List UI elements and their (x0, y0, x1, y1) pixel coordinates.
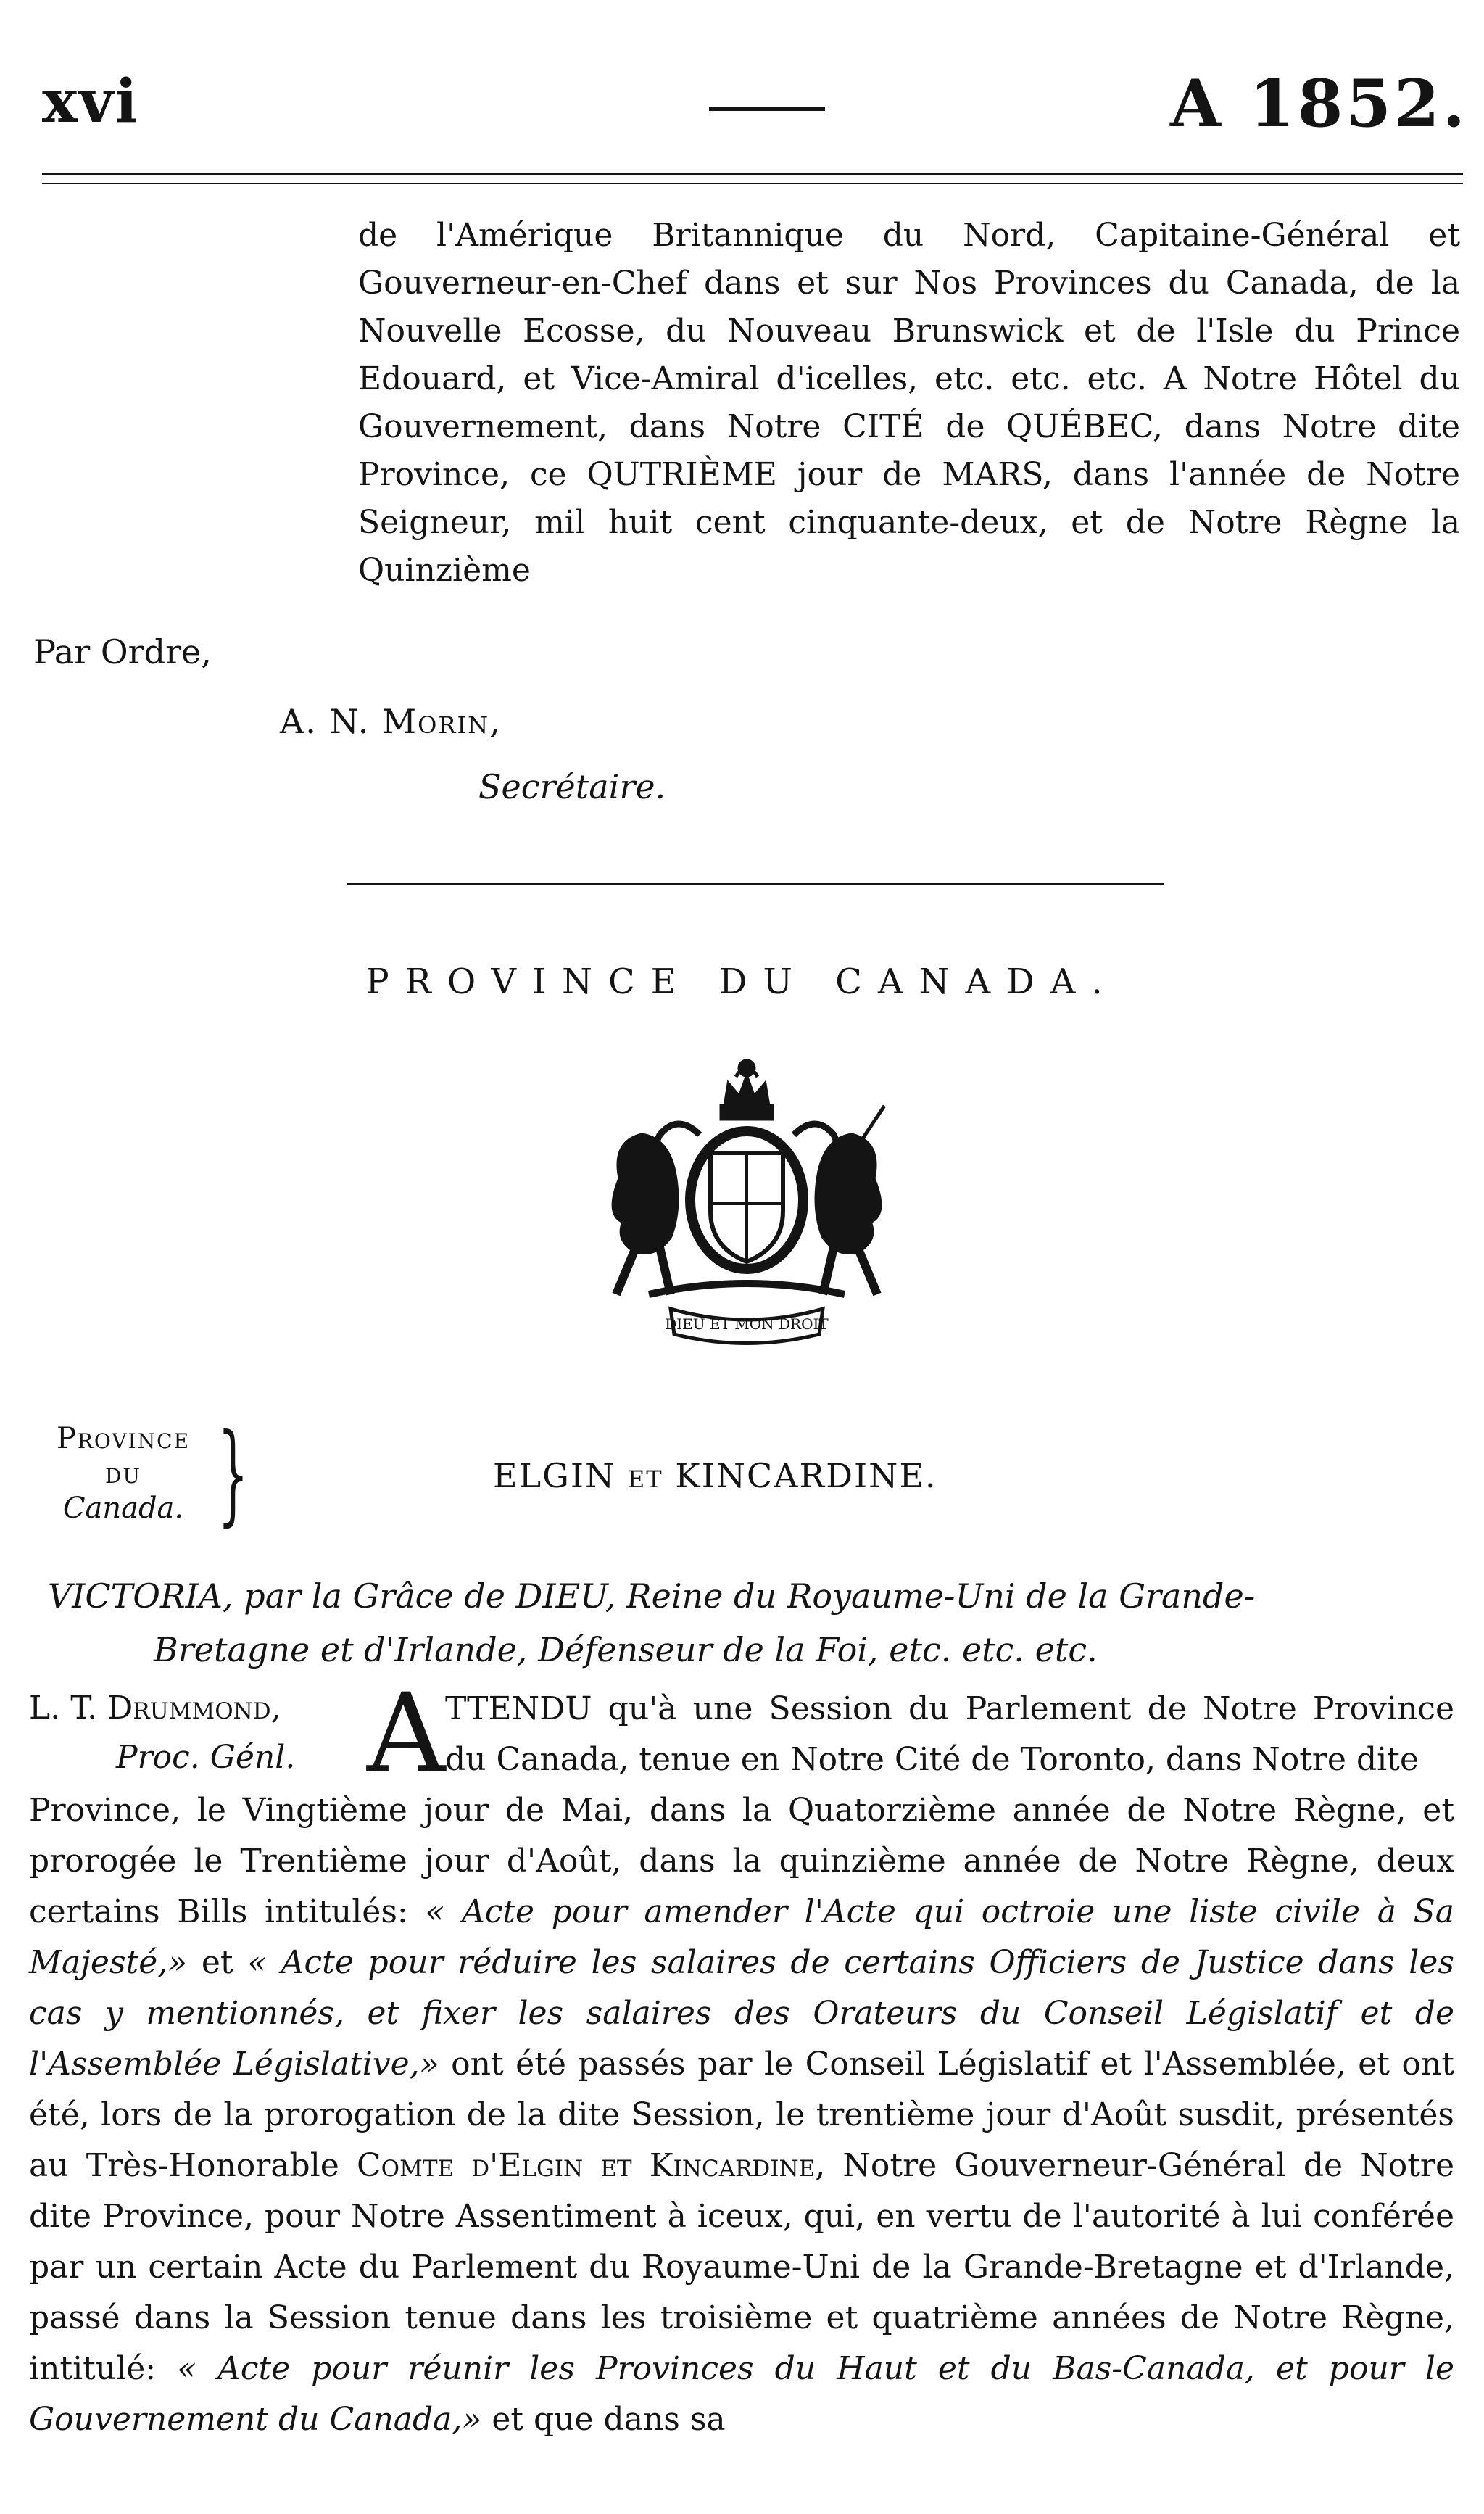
body-first-lines: TTENDU qu'à une Session du Parlement de Notre Province du Canada, tenue en Notre Cité de Toronto, dans Notre dite (445, 1690, 1454, 1778)
coat-motto: DIEU ET MON DROIT (665, 1315, 829, 1333)
header-rule-thick (42, 173, 1463, 175)
elgin-heading (493, 1456, 937, 1495)
marginal-office: Proc. Génl. (116, 1739, 296, 1776)
signer-surname: Morin, (382, 702, 502, 741)
par-ordre: Par Ordre, (33, 632, 212, 671)
marginal-name: L. T. Drummond, (29, 1690, 281, 1727)
drop-cap: A (367, 1671, 446, 1797)
margin-canada: Canada. (62, 1492, 184, 1525)
body-p1: Province, le Vingtième jour de Mai, dans la Quatorzième année de Notre Règne, et prorogée le Trentième jour d'Août, dans la quinzième année de Notre Règne, deux certains Bills intitulés: (29, 1792, 1454, 1930)
royal-coat-of-arms-icon (591, 1055, 903, 1360)
margin-heading (29, 1421, 217, 1526)
bill-title-1: « Acte pour amender l'Acte qui octroie une liste civile à Sa Majesté,» (29, 1893, 1454, 1981)
signer-title: Secrétaire. (478, 767, 666, 806)
elgin-et: ET (627, 1465, 663, 1493)
bill-title-2: « Acte pour réduire les salaires de certains Officiers de Justice dans les cas y mentionnés, et fixer les salaires des Orateurs du Conseil Législatif et de l'Assemblée Législative,» (29, 1944, 1454, 2083)
marginal-note (29, 1684, 295, 1782)
margin-du: du (104, 1457, 142, 1490)
body-p3: ont été passés par le Conseil Législatif et l'Assemblée, et ont été, lors de la prorogation de la dite Session, le trentième jour d'Août susdit, présentés au Très-Honorable (29, 2046, 1455, 2184)
section-divider (347, 883, 1164, 885)
victoria-line2: Bretagne et d'Irlande, Défenseur de la Foi, etc. etc. etc. (154, 1630, 1098, 1669)
elgin-part1: ELGIN (493, 1456, 628, 1495)
victoria-line1: VICTORIA, par la Grâce de DIEU, Reine du Royaume-Uni de la Grande- (48, 1576, 1256, 1616)
page-number: xvi (42, 67, 139, 136)
victoria-preamble (48, 1569, 1454, 1676)
signer-initials: A. N. (280, 702, 383, 741)
body-p5: et que dans sa (481, 2401, 726, 2438)
province-title: PROVINCE DU CANADA. (365, 962, 1119, 1002)
signer-name (280, 702, 502, 741)
header-rule-thin (42, 183, 1463, 184)
opening-paragraph: de l'Amérique Britannique du Nord, Capitaine-Général et Gouverneur-en-Chef dans et sur Nos Provinces du Canada, de la Nouvelle Ecosse, du Nouveau Brunswick et de l'Isle du Prince Edouard, et Vice-Amiral d'icelles, etc. etc. etc. A Notre Hôtel du Gouvernement, dans Notre CITÉ de QUÉBEC, dans Notre dite Province, ce QUTRIÈME jour de MARS, dans l'année de Notre Seigneur, mil huit cent cinquante-deux, et de Notre Règne la Quinzième (358, 217, 1460, 589)
body-p2: et (187, 1944, 248, 1981)
brace-glyph: } (217, 1411, 249, 1537)
body-p4: , Notre Gouverneur-Général de Notre dite Province, pour Notre Assentiment à iceux, qui, en vertu de l'autorité à lui conférée par un certain Acte du Parlement du Royaume-Uni de la Grande-Bretagne et d'Irlande, passé dans la Session tenue dans les troisième et quatrième années de Notre Règne, intitulé: (29, 2147, 1454, 2387)
margin-province: Province (56, 1422, 191, 1455)
header-year: A 1852. (1170, 65, 1468, 142)
elgin-part3: KINCARDINE. (663, 1456, 937, 1495)
body-paragraph (29, 1785, 1454, 2445)
comte-name: Comte d'Elgin et Kincardine (357, 2147, 816, 2184)
act-title: « Acte pour réunir les Provinces du Haut et du Bas-Canada, et pour le Gouvernement du Canada,» (29, 2350, 1454, 2438)
header-dash (709, 107, 825, 111)
